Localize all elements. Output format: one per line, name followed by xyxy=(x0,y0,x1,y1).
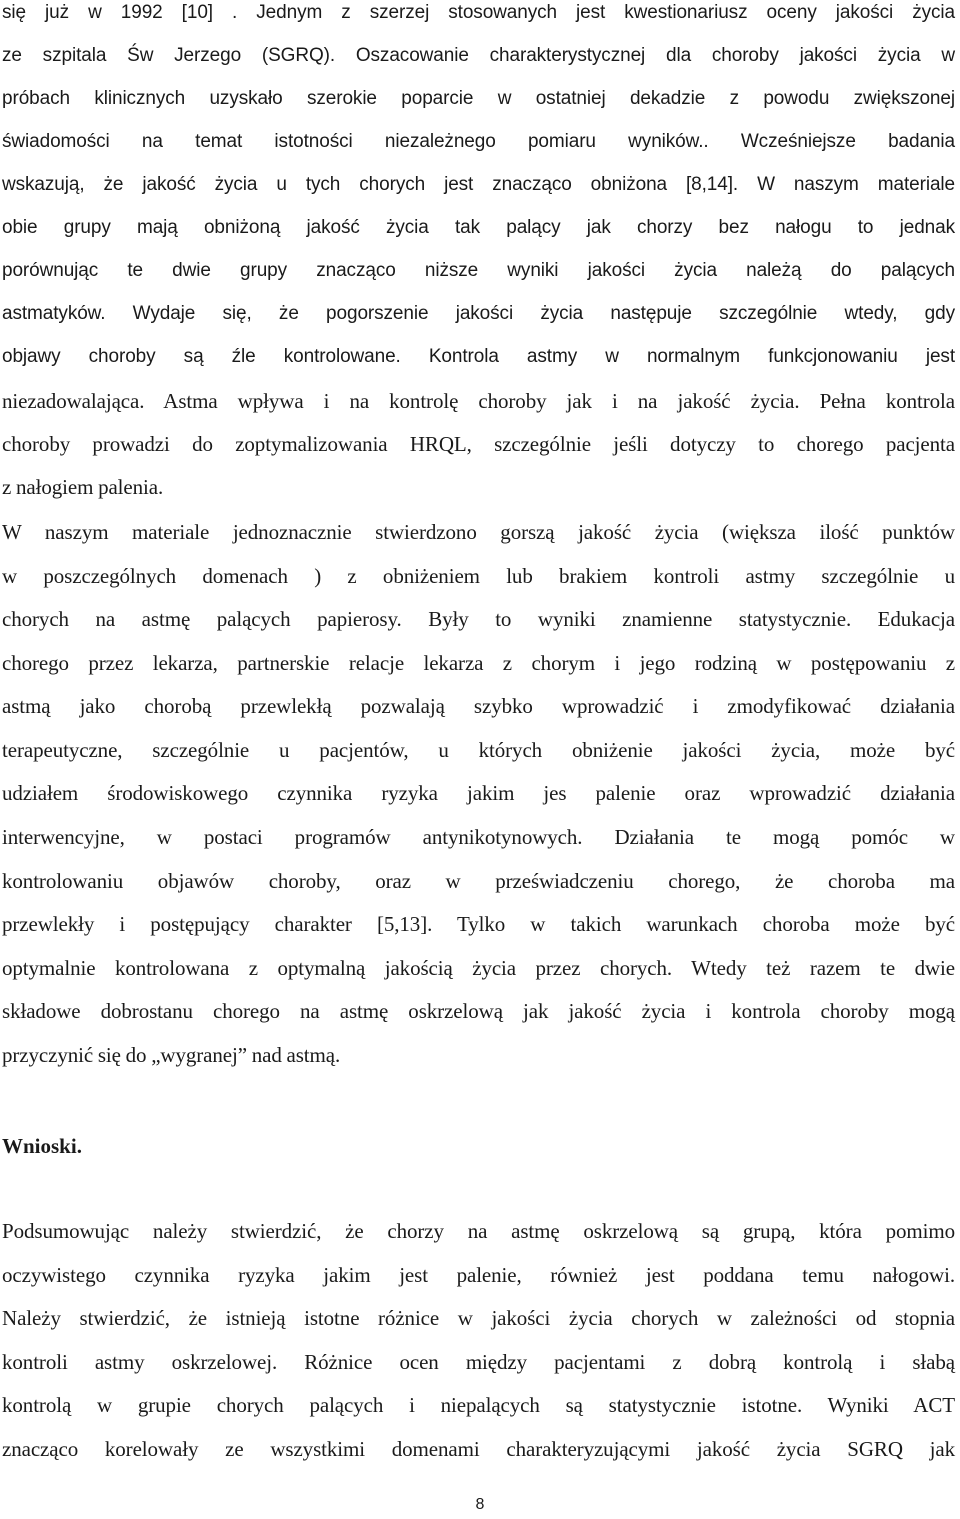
text-line: znacząco korelowały ze wszystkimi domenami charakteryzującymi jakość życia SGRQ jak xyxy=(2,1437,955,1461)
text-line: obie grupy mają obniżoną jakość życia tak palący jak chorzy bez nałogu to jednak xyxy=(2,217,955,238)
text-line: kontrolą w grupie chorych palących i niepalących są statystycznie istotne. Wyniki ACT xyxy=(2,1393,955,1417)
text-line: terapeutyczne, szczególnie u pacjentów, u których obniżenie jakości życia, może być xyxy=(2,738,955,762)
text-line: oczywistego czynnika ryzyka jakim jest palenie, również jest poddana temu nałogowi. xyxy=(2,1263,955,1287)
text-line: objawy choroby są źle kontrolowane. Kontrola astmy w normalnym funkcjonowaniu jest xyxy=(2,346,955,367)
text-line: kontroli astmy oskrzelowej. Różnice ocen między pacjentami z dobrą kontrolą i słabą xyxy=(2,1350,955,1374)
text-line: się już w 1992 [10] . Jednym z szerzej stosowanych jest kwestionariusz oceny jakości życia xyxy=(2,2,955,23)
section-heading-conclusions: Wnioski. xyxy=(2,1134,82,1158)
text-line: składowe dobrostanu chorego na astmę oskrzelową jak jakość życia i kontrola choroby mogą xyxy=(2,999,955,1023)
text-line: kontrolowaniu objawów choroby, oraz w przeświadczeniu chorego, że choroba ma xyxy=(2,869,955,893)
text-line: porównując te dwie grupy znacząco niższe wyniki jakości życia należą do palących xyxy=(2,260,955,281)
text-line: Podsumowując należy stwierdzić, że chorzy na astmę oskrzelową są grupą, która pomimo xyxy=(2,1219,955,1243)
text-line: optymalnie kontrolowana z optymalną jakością życia przez chorych. Wtedy też razem te dwie xyxy=(2,956,955,980)
text-line: astmą jako chorobą przewlekłą pozwalają szybko wprowadzić i zmodyfikować działania xyxy=(2,694,955,718)
text-line: niezadowalająca. Astma wpływa i na kontrolę choroby jak i na jakość życia. Pełna kontrola xyxy=(2,389,955,413)
text-line: W naszym materiale jednoznacznie stwierdzono gorszą jakość życia (większa ilość punktów xyxy=(2,520,955,544)
text-line: choroby prowadzi do zoptymalizowania HRQL, szczególnie jeśli dotyczy to chorego pacjenta xyxy=(2,432,955,456)
text-line: interwencyjne, w postaci programów antynikotynowych. Działania te mogą pomóc w xyxy=(2,825,955,849)
text-line: udziałem środowiskowego czynnika ryzyka jakim jes palenie oraz wprowadzić działania xyxy=(2,781,955,805)
text-line: próbach klinicznych uzyskało szerokie poparcie w ostatniej dekadzie z powodu zwiększonej xyxy=(2,88,955,109)
text-line: astmatyków. Wydaje się, że pogorszenie jakości życia następuje szczególnie wtedy, gdy xyxy=(2,303,955,324)
text-line: chorego przez lekarza, partnerskie relacje lekarza z chorym i jego rodziną w postępowaniu z xyxy=(2,651,955,675)
text-line: wskazują, że jakość życia u tych chorych jest znacząco obniżona [8,14]. W naszym materiale xyxy=(2,174,955,195)
text-line: przewlekły i postępujący charakter [5,13]. Tylko w takich warunkach choroba może być xyxy=(2,912,955,936)
text-line: przyczynić się do „wygranej” nad astmą. xyxy=(2,1043,341,1067)
text-line: z nałogiem palenia. xyxy=(2,475,164,499)
text-line: chorych na astmę palących papierosy. Były to wyniki znamienne statystycznie. Edukacja xyxy=(2,607,955,631)
text-line: Należy stwierdzić, że istnieją istotne różnice w jakości życia chorych w zależności od stopnia xyxy=(2,1306,955,1330)
text-line: świadomości na temat istotności niezależnego pomiaru wyników.. Wcześniejsze badania xyxy=(2,131,955,152)
text-line: ze szpitala Św Jerzego (SGRQ). Oszacowanie charakterystycznej dla choroby jakości życia w xyxy=(2,45,955,66)
page-number: 8 xyxy=(475,1496,485,1513)
text-line: w poszczególnych domenach ) z obniżeniem lub brakiem kontroli astmy szczególnie u xyxy=(2,564,955,588)
